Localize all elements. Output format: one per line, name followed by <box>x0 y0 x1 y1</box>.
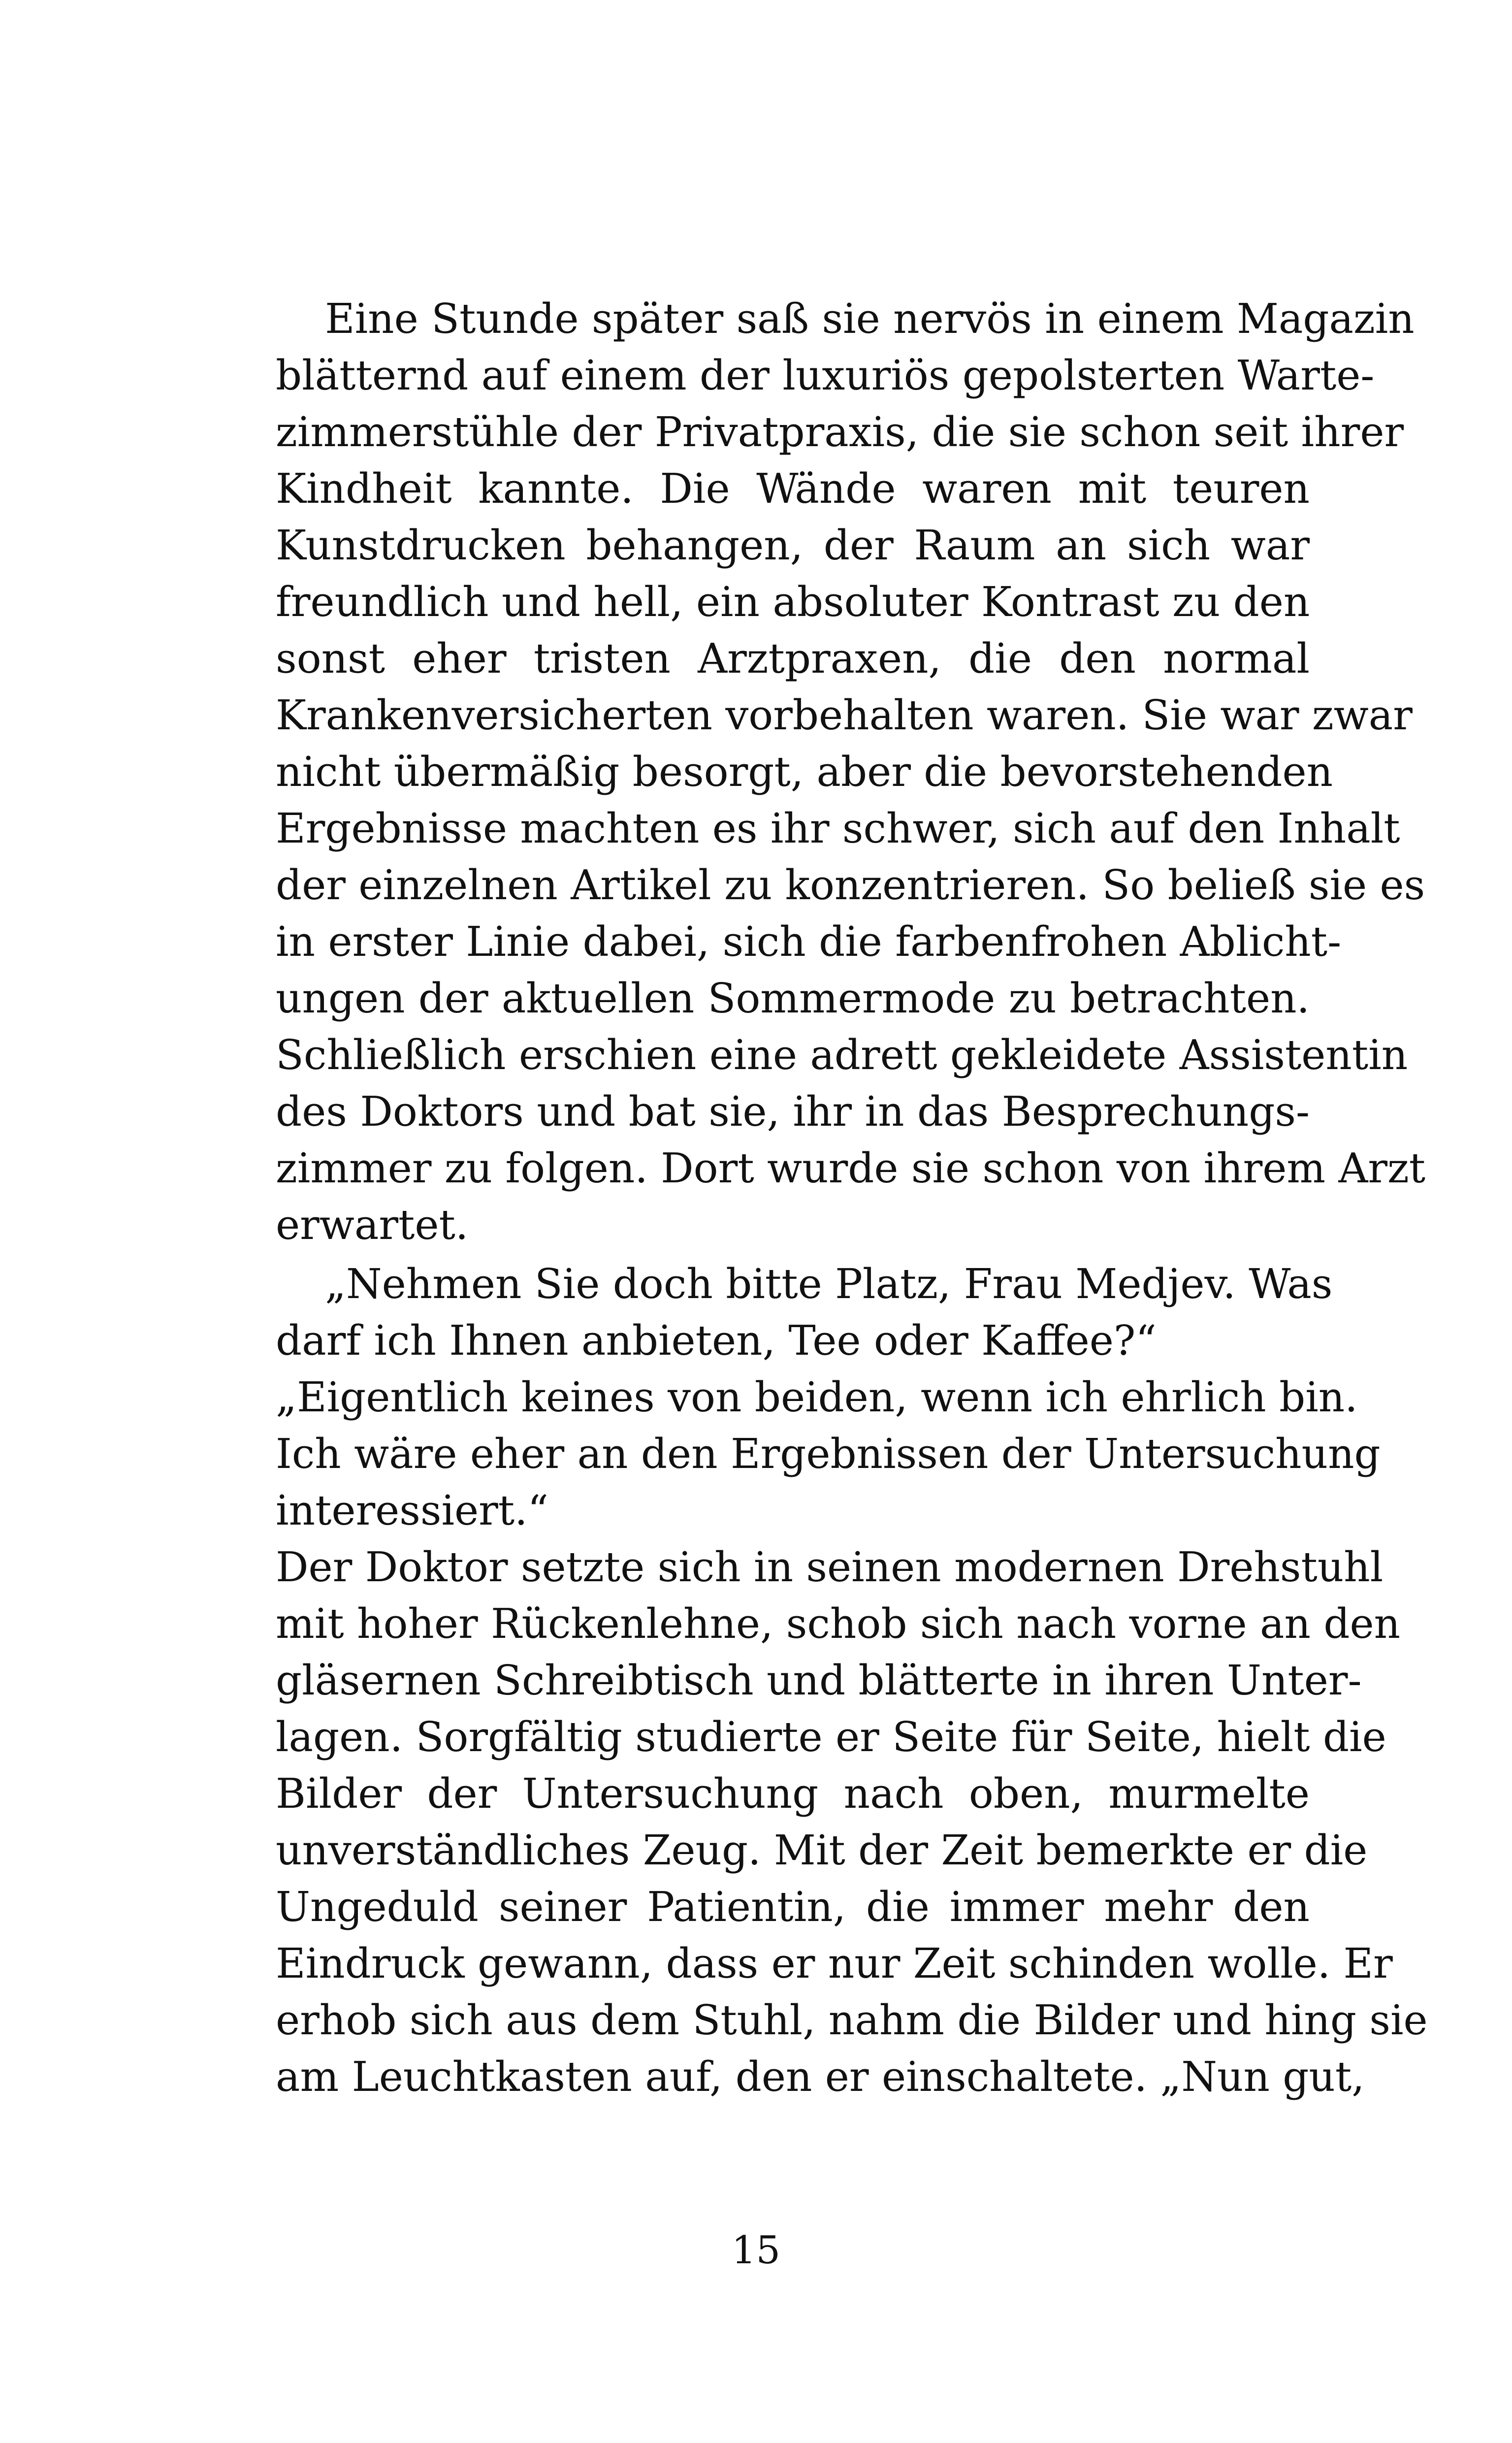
text-line: freundlich und hell, ein absoluter Kontrast zu den <box>276 578 1310 626</box>
text-line: Krankenversicherten vorbehalten waren. Sie war zwar <box>276 691 1413 739</box>
text-line: mit hoher Rückenlehne, schob sich nach vorne an den <box>276 1600 1401 1648</box>
text-line: Kindheit kannte. Die Wände waren mit teuren <box>276 465 1310 513</box>
text-line: nicht übermäßig besorgt, aber die bevorstehenden <box>276 748 1333 796</box>
text-line: Eine Stunde später saß sie nervös in einem Magazin <box>325 295 1415 343</box>
text-line: „Nehmen Sie doch bitte Platz, Frau Medjev. Was <box>325 1260 1333 1308</box>
text-line: lagen. Sorgfältig studierte er Seite für Seite, hielt die <box>276 1713 1386 1761</box>
text-line: sonst eher tristen Arztpraxen, die den normal <box>276 635 1310 683</box>
text-line: zimmerstühle der Privatpraxis, die sie schon seit ihrer <box>276 408 1404 456</box>
text-line: erhob sich aus dem Stuhl, nahm die Bilder und hing sie <box>276 1996 1428 2044</box>
text-line: zimmer zu folgen. Dort wurde sie schon von ihrem Arzt <box>276 1144 1426 1192</box>
body-text <box>276 291 1428 2105</box>
text-line: Der Doktor setzte sich in seinen modernen Drehstuhl <box>276 1543 1383 1591</box>
text-line: der einzelnen Artikel zu konzentrieren. So beließ sie es <box>276 861 1425 909</box>
paragraph-2 <box>276 1256 1428 2105</box>
text-line: Eindruck gewann, dass er nur Zeit schinden wolle. Er <box>276 1940 1393 1987</box>
text-line: in erster Linie dabei, sich die farbenfrohen Ablicht- <box>276 918 1342 966</box>
text-line: Ergebnisse machten es ihr schwer, sich auf den Inhalt <box>276 805 1400 852</box>
text-line: interessiert.“ <box>276 1487 548 1534</box>
page-number: 15 <box>731 2228 781 2273</box>
text-line: ungen der aktuellen Sommermode zu betrachten. <box>276 975 1310 1022</box>
text-line: unverständliches Zeug. Mit der Zeit bemerkte er die <box>276 1826 1368 1874</box>
text-line: Schließlich erschien eine adrett gekleidete Assistentin <box>276 1031 1408 1079</box>
text-line: Bilder der Untersuchung nach oben, murmelte <box>276 1770 1310 1818</box>
text-line: gläsernen Schreibtisch und blätterte in ihren Unter- <box>276 1657 1362 1704</box>
text-line: des Doktors und bat sie, ihr in das Besprechungs- <box>276 1088 1310 1136</box>
text-line: erwartet. <box>276 1201 469 1249</box>
text-line: darf ich Ihnen anbieten, Tee oder Kaffee?“ <box>276 1317 1157 1365</box>
text-line: Kunstdrucken behangen, der Raum an sich war <box>276 521 1310 569</box>
text-line: Ich wäre eher an den Ergebnissen der Untersuchung <box>276 1430 1381 1478</box>
text-line: Ungeduld seiner Patientin, die immer mehr den <box>276 1883 1310 1931</box>
text-line: „Eigentlich keines von beiden, wenn ich ehrlich bin. <box>276 1373 1358 1421</box>
text-line: blätternd auf einem der luxuriös gepolsterten Warte- <box>276 352 1375 399</box>
paragraph-1 <box>276 291 1426 1253</box>
text-line: am Leuchtkasten auf, den er einschaltete. „Nun gut, <box>276 2053 1365 2101</box>
